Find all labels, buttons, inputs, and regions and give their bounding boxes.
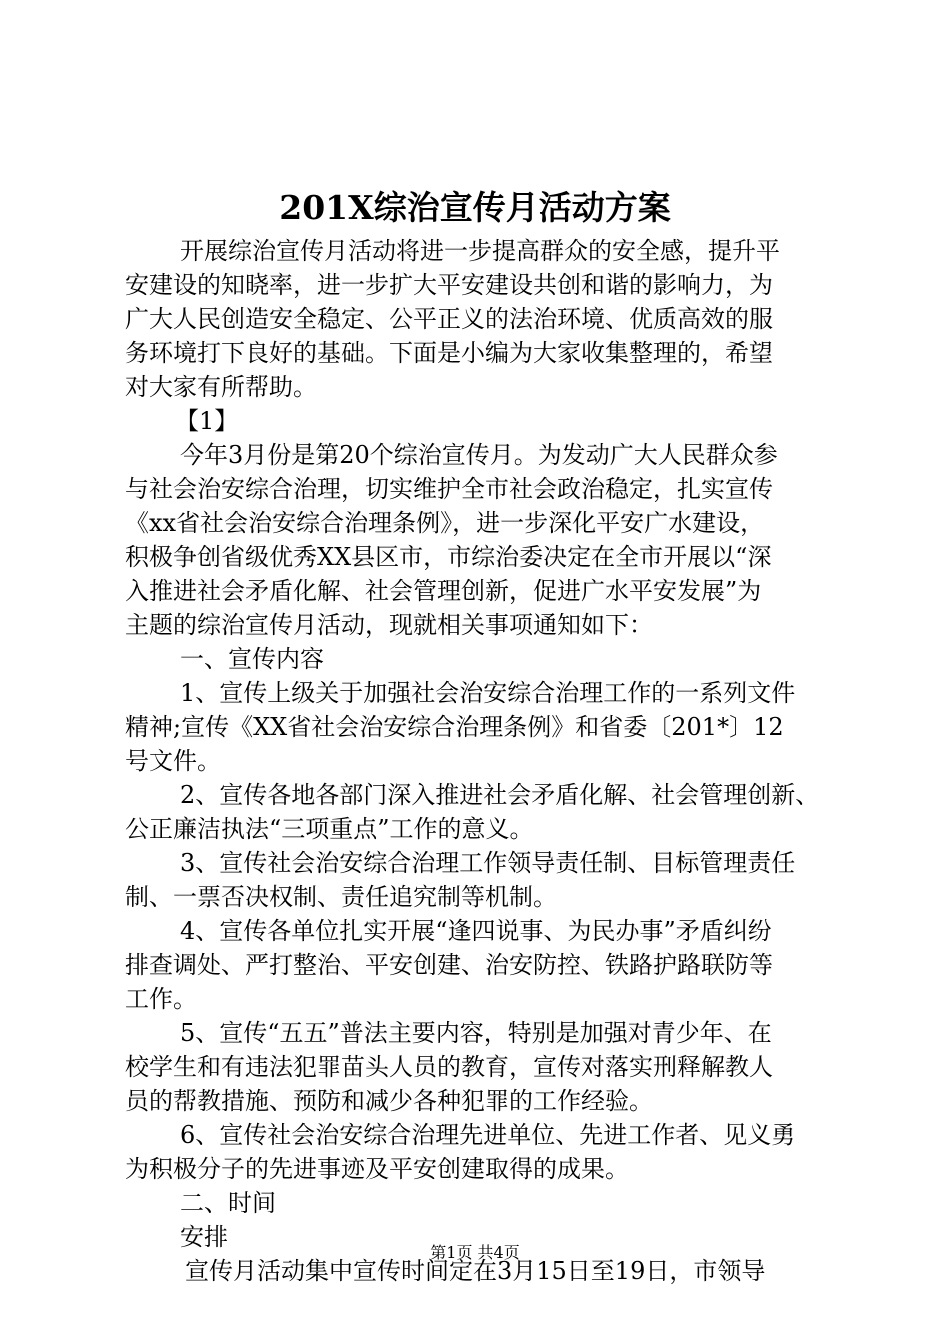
body-line: 1、宣传上级关于加强社会治安综合治理工作的一系列文件 [180,679,796,707]
body-line: 开展综治宣传月活动将进一步提高群众的安全感，提升平 [180,237,780,265]
body-line: 6、宣传社会治安综合治理先进单位、先进工作者、见义勇 [180,1121,796,1149]
body-line: 员的帮教措施、预防和减少各种犯罪的工作经验。 [125,1087,653,1115]
body-line: 5、宣传“五五”普法主要内容，特别是加强对青少年、在 [180,1019,772,1047]
body-line: 号文件。 [125,747,221,775]
body-line: 4、宣传各单位扎实开展“逢四说事、为民办事”矛盾纠纷 [180,917,772,945]
page-footer: 第1页 共4页 [430,1243,520,1262]
body-line: 积极争创省级优秀XX县区市，市综治委决定在全市开展以“深 [125,543,772,571]
body-line: 排查调处、严打整治、平安创建、治安防控、铁路护路联防等 [125,951,773,979]
body-line: 工作。 [125,985,197,1013]
section-heading: 二、时间 [180,1189,276,1217]
body-line: 《xx省社会治安综合治理条例》，进一步深化平安广水建设， [125,509,765,537]
body-line: 公正廉洁执法“三项重点”工作的意义。 [125,815,534,843]
body-line: 安建设的知晓率，进一步扩大平安建设共创和谐的影响力，为 [125,271,773,299]
body-line: 制、一票否决权制、责任追究制等机制。 [125,883,557,911]
body-line: 3、宣传社会治安综合治理工作领导责任制、目标管理责任 [180,849,796,877]
body-line: 今年3月份是第20个综治宣传月。为发动广大人民群众参 [180,441,778,469]
document-title: 201X综治宣传月活动方案 [279,188,671,227]
body-line: 主题的综治宣传月活动，现就相关事项通知如下： [125,611,653,639]
body-line: 校学生和有违法犯罪苗头人员的教育，宣传对落实刑释解教人 [125,1053,773,1081]
body-line: 对大家有所帮助。 [125,373,317,401]
body-line: 入推进社会矛盾化解、社会管理创新，促进广水平安发展”为 [125,577,762,605]
body-line: 广大人民创造安全稳定、公平正义的法治环境、优质高效的服 [125,305,773,333]
body-line: 宣传月活动集中宣传时间定在3月15日至19日，市领导 [185,1257,766,1285]
body-line: 与社会治安综合治理，切实维护全市社会政治稳定，扎实宣传 [125,475,773,503]
section-marker: 【1】 [175,407,239,435]
body-line: 2、宣传各地各部门深入推进社会矛盾化解、社会管理创新、 [180,781,820,809]
section-heading: 一、宣传内容 [180,645,324,673]
body-line: 务环境打下良好的基础。下面是小编为大家收集整理的，希望 [125,339,773,367]
body-line: 为积极分子的先进事迹及平安创建取得的成果。 [125,1155,629,1183]
body-line: 精神;宣传《XX省社会治安综合治理条例》和省委〔201*〕12 [125,713,784,741]
body-line: 安排 [180,1223,228,1251]
